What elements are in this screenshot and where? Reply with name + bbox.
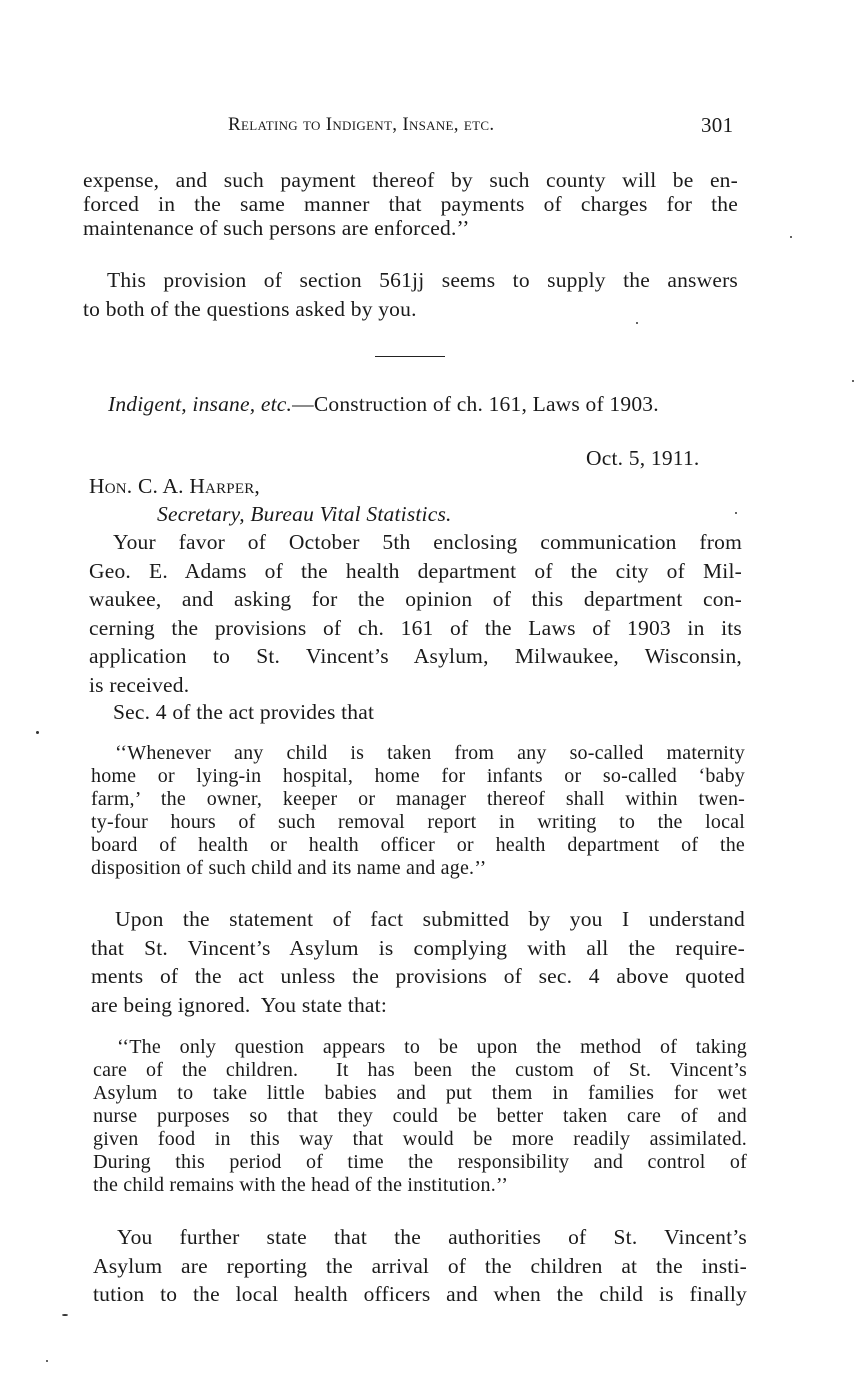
quote-line: Asylum to take little babies and put them in families for wet	[93, 1082, 747, 1104]
headnote-construction: —Construction of ch. 161, Laws of 1903.	[292, 392, 659, 416]
scan-speck	[46, 1360, 48, 1362]
addressee-title: Secretary, Bureau Vital Statistics.	[157, 502, 452, 526]
quote-line: given food in this way that would be more readily assimilated.	[93, 1128, 747, 1150]
quotation-section-4	[91, 742, 745, 880]
section-divider	[375, 356, 445, 357]
addressee-name: Hon. C. A. Harper,	[89, 474, 260, 498]
quote-line: During this period of time the responsibility and control of	[93, 1151, 747, 1173]
paragraph-line: This provision of section 561jj seems to supply the answers	[107, 268, 738, 292]
paragraph-line: is received.	[89, 672, 190, 697]
scan-speck	[36, 731, 39, 734]
paragraph-line: You further state that the authorities of St. Vincent’s	[117, 1225, 747, 1249]
paragraph-line: to both of the questions asked by you.	[83, 296, 417, 321]
paragraph-line: ments of the act unless the provisions of sec. 4 above quoted	[91, 964, 745, 988]
quote-line: ‘‘The only question appears to be upon the method of taking	[117, 1036, 747, 1058]
quote-line: disposition of such child and its name and age.’’	[91, 857, 487, 879]
scan-speck	[852, 380, 854, 382]
paragraph-statement-of-fact	[91, 905, 745, 1019]
quote-line: ty-four hours of such removal report in writing to the local	[91, 811, 745, 833]
paragraph-further-statement	[93, 1223, 747, 1309]
quote-line: the child remains with the head of the institution.’’	[93, 1174, 509, 1196]
paragraph-request	[89, 528, 742, 699]
paragraph-line: expense, and such payment thereof by such county will be en-	[83, 168, 738, 192]
scan-speck	[62, 1314, 68, 1316]
quotation-statement	[93, 1036, 747, 1197]
quote-line: nurse purposes so that they could be better taken care of and	[93, 1105, 747, 1127]
quote-line: ‘‘Whenever any child is taken from any so-called maternity	[115, 742, 745, 764]
paragraph-line: maintenance of such persons are enforced.’’	[83, 216, 470, 240]
paragraph-section-reference	[83, 266, 738, 323]
scan-speck	[636, 322, 638, 324]
quote-line: home or lying-in hospital, home for infants or so-called ‘baby	[91, 765, 745, 787]
paragraph-line: Your favor of October 5th enclosing communication from	[113, 530, 742, 554]
quote-line: care of the children. It has been the custom of St. Vincent’s	[93, 1059, 747, 1081]
letter-date: Oct. 5, 1911.	[586, 446, 700, 470]
paragraph-line: that St. Vincent’s Asylum is complying with all the require-	[91, 935, 745, 960]
paragraph-line: waukee, and asking for the opinion of this department con-	[89, 587, 742, 611]
headnote-subject: Indigent, insane, etc.	[108, 392, 293, 416]
quote-line: farm,’ the owner, keeper or manager thereof shall within twen-	[91, 788, 745, 810]
paragraph-line: Upon the statement of fact submitted by you I understand	[115, 907, 745, 931]
quote-line: board of health or health officer or health department of the	[91, 834, 745, 856]
paragraph-continuation	[83, 168, 738, 240]
paragraph-line: cerning the provisions of ch. 161 of the Laws of 1903 in its	[89, 615, 742, 640]
paragraph-act-intro: Sec. 4 of the act provides that	[113, 700, 375, 724]
running-header: Relating to Indigent, Insane, etc.	[228, 114, 495, 135]
opinion-headnote	[108, 390, 659, 419]
paragraph-line: application to St. Vincent’s Asylum, Milwaukee, Wisconsin,	[89, 644, 742, 668]
scan-speck	[790, 236, 792, 238]
page-number: 301	[701, 113, 734, 137]
paragraph-line: are being ignored. You state that:	[91, 992, 388, 1017]
paragraph-line: tution to the local health officers and when the child is finally	[93, 1282, 747, 1306]
scan-speck	[735, 512, 737, 514]
paragraph-line: Asylum are reporting the arrival of the children at the insti-	[93, 1253, 747, 1278]
paragraph-line: forced in the same manner that payments of charges for the	[83, 192, 738, 216]
paragraph-line: Geo. E. Adams of the health department of the city of Mil-	[89, 558, 742, 583]
